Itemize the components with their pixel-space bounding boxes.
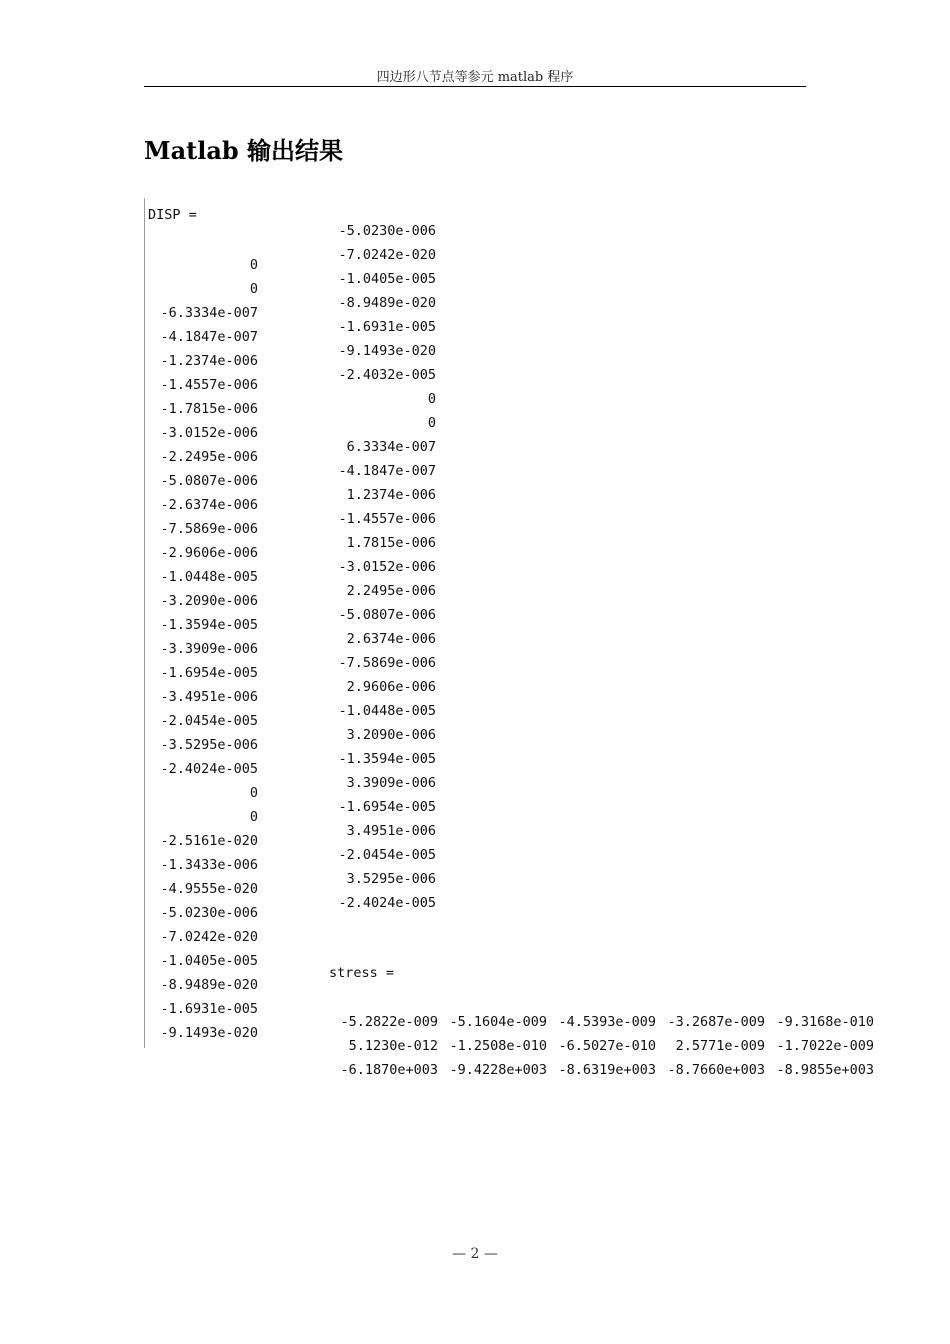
disp-value: 0 xyxy=(249,281,258,297)
disp-value: -1.6931e-005 xyxy=(338,319,436,335)
stress-value: -9.4228e+003 xyxy=(449,1062,547,1078)
disp-value: 1.7815e-006 xyxy=(346,535,436,551)
disp-value: -3.4951e-006 xyxy=(160,689,258,705)
disp-value: 0 xyxy=(249,809,258,825)
disp-value: -3.3909e-006 xyxy=(160,641,258,657)
disp-value: 3.2090e-006 xyxy=(346,727,436,743)
stress-row xyxy=(329,1034,874,1058)
disp-value: -2.0454e-005 xyxy=(160,713,258,729)
disp-value: -1.4557e-006 xyxy=(338,511,436,527)
stress-value: -8.9855e+003 xyxy=(776,1062,874,1078)
disp-value: -5.0230e-006 xyxy=(338,223,436,239)
disp-value: 1.2374e-006 xyxy=(346,487,436,503)
disp-value: 3.4951e-006 xyxy=(346,823,436,839)
disp-value: -4.1847e-007 xyxy=(338,463,436,479)
disp-value: -1.3594e-005 xyxy=(338,751,436,767)
disp-value: -7.5869e-006 xyxy=(160,521,258,537)
disp-value: -2.6374e-006 xyxy=(160,497,258,513)
disp-value: -1.6931e-005 xyxy=(160,1001,258,1017)
disp-value: -8.9489e-020 xyxy=(160,977,258,993)
stress-value: -5.1604e-009 xyxy=(449,1014,547,1030)
disp-value: 6.3334e-007 xyxy=(346,439,436,455)
disp-value: -1.0405e-005 xyxy=(338,271,436,287)
disp-value: -5.0807e-006 xyxy=(160,473,258,489)
disp-value: -5.0807e-006 xyxy=(338,607,436,623)
disp-column-2 xyxy=(196,219,436,915)
disp-value: -6.3334e-007 xyxy=(160,305,258,321)
disp-value: -8.9489e-020 xyxy=(338,295,436,311)
disp-value: -1.3433e-006 xyxy=(160,857,258,873)
section-heading: Matlab 输出结果 xyxy=(144,136,344,165)
disp-value: -3.5295e-006 xyxy=(160,737,258,753)
disp-value: 2.9606e-006 xyxy=(346,679,436,695)
disp-value: -2.4024e-005 xyxy=(338,895,436,911)
disp-label: DISP = xyxy=(148,207,197,223)
stress-matrix xyxy=(329,1010,874,1082)
disp-value: -1.0448e-005 xyxy=(338,703,436,719)
disp-value: -4.9555e-020 xyxy=(160,881,258,897)
disp-value: -5.0230e-006 xyxy=(160,905,258,921)
disp-value: -1.6954e-005 xyxy=(338,799,436,815)
disp-value: 0 xyxy=(427,415,436,431)
disp-value: -2.4032e-005 xyxy=(338,367,436,383)
disp-value: -3.0152e-006 xyxy=(338,559,436,575)
disp-value: -7.0242e-020 xyxy=(160,929,258,945)
disp-value: 3.3909e-006 xyxy=(346,775,436,791)
disp-value: -2.5161e-020 xyxy=(160,833,258,849)
disp-value: -2.0454e-005 xyxy=(338,847,436,863)
stress-value: -1.2508e-010 xyxy=(449,1038,547,1054)
disp-value: 0 xyxy=(249,257,258,273)
disp-value: 2.2495e-006 xyxy=(346,583,436,599)
stress-value: -1.7022e-009 xyxy=(776,1038,874,1054)
stress-value: -6.1870e+003 xyxy=(340,1062,438,1078)
stress-value: -8.7660e+003 xyxy=(667,1062,765,1078)
stress-value: -9.3168e-010 xyxy=(776,1014,874,1030)
running-header: 四边形八节点等参元 matlab 程序 xyxy=(376,70,574,85)
disp-value: -1.0448e-005 xyxy=(160,569,258,585)
header-divider xyxy=(144,86,806,87)
stress-label: stress = xyxy=(329,965,395,981)
stress-row xyxy=(329,1058,874,1082)
disp-value: 2.6374e-006 xyxy=(346,631,436,647)
disp-value: -4.1847e-007 xyxy=(160,329,258,345)
disp-value: -1.7815e-006 xyxy=(160,401,258,417)
disp-value: -9.1493e-020 xyxy=(338,343,436,359)
stress-value: -5.2822e-009 xyxy=(340,1014,438,1030)
disp-value: -1.4557e-006 xyxy=(160,377,258,393)
stress-row xyxy=(329,1010,874,1034)
disp-value: -2.9606e-006 xyxy=(160,545,258,561)
disp-value: 0 xyxy=(249,785,258,801)
disp-value: -2.4024e-005 xyxy=(160,761,258,777)
disp-value: -2.2495e-006 xyxy=(160,449,258,465)
disp-value: -1.2374e-006 xyxy=(160,353,258,369)
disp-value: -3.0152e-006 xyxy=(160,425,258,441)
stress-value: -4.5393e-009 xyxy=(558,1014,656,1030)
disp-value: 3.5295e-006 xyxy=(346,871,436,887)
stress-value: -3.2687e-009 xyxy=(667,1014,765,1030)
disp-value: -9.1493e-020 xyxy=(160,1025,258,1041)
disp-value: -7.5869e-006 xyxy=(338,655,436,671)
stress-value: 2.5771e-009 xyxy=(675,1038,765,1054)
stress-value: -6.5027e-010 xyxy=(558,1038,656,1054)
disp-value: -1.6954e-005 xyxy=(160,665,258,681)
disp-value: -1.0405e-005 xyxy=(160,953,258,969)
disp-value: 0 xyxy=(427,391,436,407)
stress-value: -8.6319e+003 xyxy=(558,1062,656,1078)
stress-value: 5.1230e-012 xyxy=(348,1038,438,1054)
page-number: — 2 — xyxy=(452,1246,498,1262)
disp-value: -3.2090e-006 xyxy=(160,593,258,609)
disp-value: -7.0242e-020 xyxy=(338,247,436,263)
disp-value: -1.3594e-005 xyxy=(160,617,258,633)
